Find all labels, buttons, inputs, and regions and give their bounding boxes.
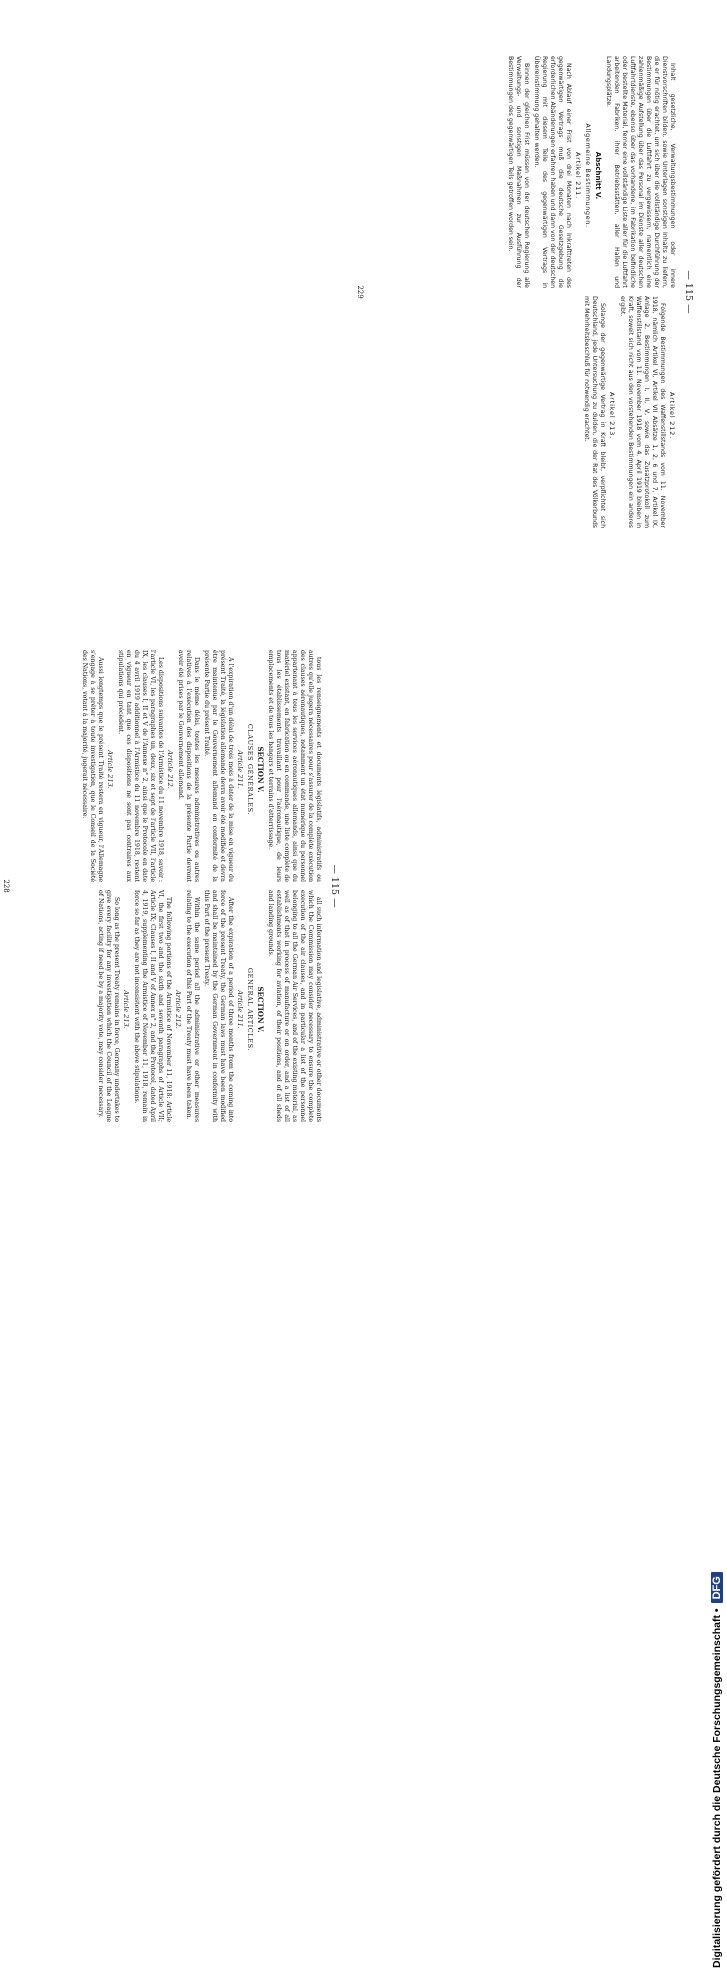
article-heading: Article 212. — [174, 990, 182, 1029]
article-heading: Article 213. — [122, 990, 130, 1029]
article-heading: Article 211. — [236, 990, 244, 1029]
page-number: 228 — [2, 879, 10, 893]
paragraph: So long as the present Treaty remains in force, Germany undertakes to give every facility for any investigation which the Council of the League of Nations, acting if need be by a majority vote, may consider necessary. — [97, 890, 120, 1122]
german-column-1 — [384, 56, 676, 288]
page-header: — 115 — — [683, 270, 694, 314]
paragraph: tous les renseignements et documents législatifs, administratifs ou autres qu'elle jugera nécessaires pour s'assurer de la complète exécution des clauses aéronautiques, notamment un état numérique du personnel appartenant à tous les services aéronautiques allemands, ainsi que du matériel existant, en fabrication ou en commande, une liste complète de tous les établissements travaillant pour l'aéronautique, de leurs emplacements et de tous les hangars et terrains d'atterrissage. — [267, 650, 322, 882]
paragraph: Inhalt gesetzliche, Verwaltungsbestimmungen oder innere Dienstvorschriften bilden, sowie Unterlagen sonstigen Inhalts zu liefern, die er für nötig erachtet, um sich über die vollständige Durchführung der Bestimmungen über die Luftfahrt zu vergewissern, namentlich eine zahlenmäßige Aufstellung über das Personal im Dienste aller deutschen Luftfahrtdienste, ebenso über das vorhandene, im Fabrikation befindliche oder bestellte Material, ferner eine vollständige Liste aller für die Luftfahrt arbeitenden Fabriken, ihrer Betriebsstätten, aller Hallen und Landungsplätze. — [605, 56, 676, 288]
page-header: — 115 — — [329, 864, 340, 908]
dfg-logo: DFG — [711, 1572, 723, 1603]
section-subheading: CLAUSES GÉNÉRALES. — [246, 723, 254, 816]
section-subheading: GENERAL ARTICLES. — [246, 967, 254, 1052]
french-column — [30, 650, 322, 882]
page-number: 229 — [356, 285, 364, 299]
paragraph: After the expiration of a period of three months from the coming into force of the present Treaty, the German laws must have been modified and shall be maintained by the German Government in conformity with this Part of the present Treaty. — [203, 890, 234, 1122]
article-heading: Article 211. — [236, 750, 244, 789]
paragraph: Solange der gegenwärtige Vertrag in Kraft bleibt, verpflichtet sich Deutschland, jede Untersuchung zu dulden, die der Rat des Völkerbunds mit Mehrheitsbeschluß für notwendig erachtet. — [583, 296, 606, 528]
paragraph: all such information and legislative, administrative or other documents which the Commission may consider necessary to ensure the complete execution of the air clauses, and in particular a list of the personnel belonging to all the German Air Services, and of the existing material, as well as of that in process of manufacture or on order, and a list of all establishments working for aviation, of their positions, and of all sheds and landing grounds. — [267, 890, 322, 1122]
paragraph: Nach Ablauf einer Frist von drei Monaten nach Inkrafttreten des gegenwärtigen Vertrags muß die deutsche Gesetzgebung die erforderlichen Abänderungen erfahren haben und dann von der deutschen Regierung mit diesem Teile des gegenwärtigen Vertrags in Übereinstimmung gehalten werden. — [533, 56, 572, 288]
german-column-2 — [384, 296, 676, 528]
paragraph: Les dispositions suivantes de l'Armistice du 11 novembre 1918, savoir : l'article VI, les paragraphes un, deux, six et sept de l'article VII, l'article IX, les clauses I, II et V de l'Annexe n° 2, ainsi que le Protocole en date du 4 avril 1919 additionnel à l'Armistice du 11 novembre 1918, restent en vigueur en tant que ces dispositions ne sont pas contraires aux stipulations qui précèdent. — [117, 650, 164, 882]
section-heading: Abschnitt V. — [594, 151, 602, 200]
section-subheading: Allgemeine Bestimmungen. — [584, 123, 592, 228]
english-column — [30, 890, 322, 1122]
section-heading: SECTION V. — [256, 746, 265, 793]
article-heading: Article 213. — [106, 750, 114, 789]
paragraph: Binnen der gleichen Frist müssen von der deutschen Regierung alle Verwaltungs- und sonstigen Maßnahmen zur Ausführung der Bestimmungen des gegenwärtigen Teils getroffen worden sein. — [507, 56, 530, 288]
paragraph: Within the same period all the administrative or other measures relating to the execution of this Part of the Treaty must have been taken. — [185, 890, 200, 1122]
paragraph: Folgende Bestimmungen des Waffenstillstands vom 11. November 1918, nämlich Artikel VI, Artikel VII Absätze 1, 2, 6 und 7, Artikel IX, Anlage 2, Bestimmungen I, II, V, sowie das Zusatzprotokoll zum Waffenstillstand vom 11. November 1918 vom 4. April 1919 bleiben in Kraft, soweit sich nicht aus den vorstehenden Bestimmungen ein anderes ergibt. — [619, 296, 666, 528]
article-heading: Artikel 211. — [574, 152, 582, 199]
paragraph: Dans le même délai, toutes les mesures administratives ou autres relatives à l'exécution des dispositions de la présente Partie devront avoir été prises par le Gouvernement allemand. — [177, 650, 200, 882]
article-heading: Article 212. — [166, 750, 174, 789]
paragraph: A l'expiration d'un délai de trois mois à dater de la mise en vigueur du présent Traité, la législation allemande devra avoir été modifiée et devra être maintenue par le Gouvernement allemand en conformité de la présente Partie du présent Traité. — [203, 650, 234, 882]
article-heading: Artikel 212. — [668, 392, 676, 439]
left-page — [2, 650, 340, 1122]
paragraph: Aussi longtemps que le présent Traité restera en vigueur, l'Allemagne s'engage à se prêter à toute investigation, que le Conseil de la Société des Nations, votant à la majorité, jugerait nécessaire. — [81, 650, 104, 882]
paragraph: The following portions of the Armistice of November 11, 1918: Article VI, the first two and the sixth and seventh paragraphs of Article VII; Article IX; Clauses I, II and V of Annex n° 2, and the Protocol, dated April 4, 1919, supplementing the Armistice of November 11, 1918, remain in force so far as they are not inconsistent with the above stipulations. — [133, 890, 172, 1122]
digitization-notice-text: Digitalisierung gefördert durch die Deutsche Forschungsgemeinschaft • — [711, 1608, 723, 1968]
article-heading: Artikel 213. — [608, 392, 616, 439]
digitization-notice — [711, 994, 723, 1968]
right-page — [356, 56, 694, 528]
section-heading: SECTION V. — [256, 986, 265, 1033]
